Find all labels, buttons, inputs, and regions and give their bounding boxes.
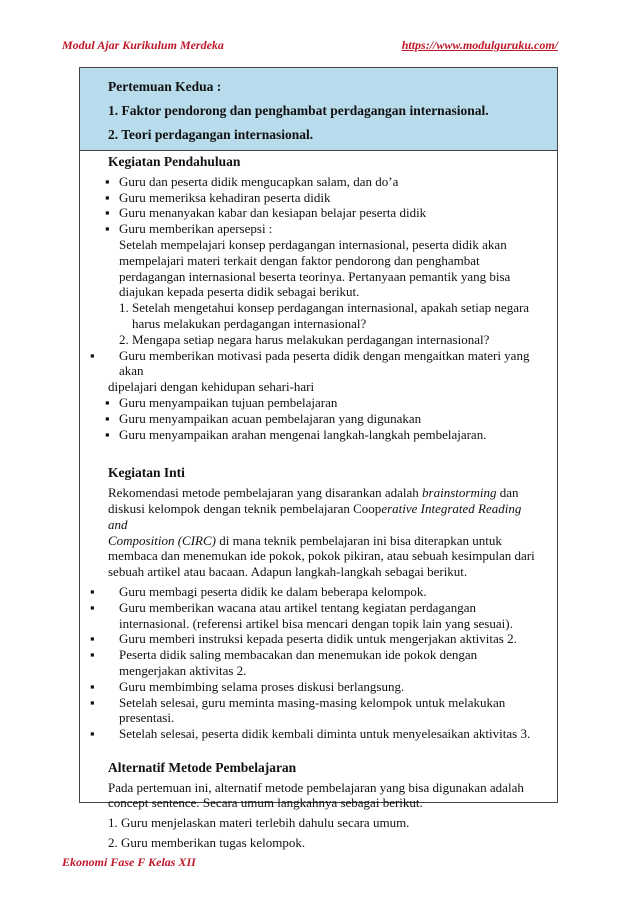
list-item — [90, 348, 543, 395]
list-item: ▪ Guru menanyakan kabar dan kesiapan belajar peserta didik — [108, 205, 543, 221]
meeting-title: Pertemuan Kedua : — [108, 79, 222, 94]
list-item — [90, 584, 543, 600]
text-line: ▪ Guru memberikan wacana atau artikel tentang kegiatan perdagangan — [119, 599, 476, 615]
inti-intro — [108, 485, 543, 580]
text-run: diskusi kelompok dengan teknik pembelajaran Coop — [108, 500, 382, 516]
header-website-link[interactable]: https://www.modulguruku.com/ — [401, 38, 558, 52]
header-module-title: Modul Ajar Kurikulum Merdeka — [62, 38, 224, 52]
pendahuluan-list — [108, 174, 543, 237]
text-line: ▪ Guru memberi instruksi kepada peserta didik untuk mengerjakan aktivitas 2. — [119, 631, 517, 647]
text-run: Rekomendasi metode pembelajaran yang disarankan adalah — [108, 485, 423, 501]
section-title-pendahuluan: Kegiatan Pendahuluan — [108, 154, 241, 169]
text-line: Setelah mempelajari konsep perdagangan internasional, peserta didik akan — [119, 236, 507, 252]
text-line: dipelajari dengan kehidupan sehari-hari — [108, 379, 315, 395]
list-item — [90, 600, 543, 632]
text-run-italic: Composition (CIRC) — [108, 532, 216, 548]
step-1: 1. Guru menjelaskan materi terlebih dahulu secara umum. — [108, 815, 410, 831]
list-item: ▪ Guru dan peserta didik mengucapkan salam, dan do’a — [108, 174, 543, 190]
text-line: diajukan kepada peserta didik sebagai berikut. — [119, 284, 360, 300]
topic-2: 2. Teori perdagangan internasional. — [108, 127, 314, 142]
text-line: presentasi. — [119, 710, 175, 726]
text-line: Pada pertemuan ini, alternatif metode pembelajaran yang bisa digunakan adalah — [108, 779, 524, 795]
text-line: ▪ Peserta didik saling membacakan dan menemukan ide pokok dengan — [119, 647, 478, 663]
list-item — [90, 726, 543, 742]
text-run-italic: brainstorming — [422, 485, 497, 501]
pendahuluan-list-2 — [108, 395, 543, 442]
text-line: ▪ Setelah selesai, peserta didik kembali diminta untuk menyelesaikan aktivitas 3. — [119, 726, 531, 742]
text-line: ▪ Setelah selesai, guru meminta masing-masing kelompok untuk melakukan — [119, 694, 506, 710]
list-item: ▪ Guru memberikan apersepsi : — [108, 221, 543, 237]
question-2: 2. Mengapa setiap negara harus melakukan perdagangan internasional? — [119, 331, 490, 347]
text-line: perdagangan internasional beserta teorinya. Pertanyaan pemantik yang bisa — [119, 268, 511, 284]
topic-1: 1. Faktor pendorong dan penghambat perdagangan internasional. — [108, 103, 489, 118]
list-item — [90, 647, 543, 679]
question-1-cont: harus melakukan perdagangan internasional? — [132, 315, 367, 331]
list-item — [90, 631, 543, 647]
text-line: mempelajari materi terkait dengan faktor pendorong dan penghambat — [119, 252, 480, 268]
text-line: ▪ Guru memberikan motivasi pada peserta didik dengan mengaitkan materi yang akan — [119, 347, 530, 379]
text-run: di mana teknik pembelajaran ini bisa diterapkan untuk — [215, 532, 502, 548]
meeting-header — [80, 68, 557, 151]
apersepsi-text — [108, 237, 543, 300]
lesson-table — [79, 67, 558, 851]
section-title-alternatif: Alternatif Metode Pembelajaran — [108, 759, 297, 775]
inti-steps — [108, 584, 543, 742]
text-line: internasional. (referensi artikel bisa mencari dengan topik lain yang sesuai). — [119, 615, 513, 631]
motivasi-list — [108, 348, 543, 395]
text-line: mengerjakan aktivitas 2. — [119, 662, 247, 678]
list-item: ▪ Guru menyampaikan tujuan pembelajaran — [108, 395, 543, 411]
text-run-italic: erative Integrated Reading and — [108, 500, 522, 532]
text-line: ▪ Guru membimbing selama proses diskusi berlangsung. — [119, 678, 405, 694]
list-item: ▪ Guru menyampaikan acuan pembelajaran yang digunakan — [108, 411, 543, 427]
list-item — [90, 695, 543, 727]
list-item: ▪ Guru menyampaikan arahan mengenai langkah-langkah pembelajaran. — [108, 427, 543, 443]
step-2: 2. Guru memberikan tugas kelompok. — [108, 835, 306, 851]
text-line: sebuah artikel atau bacaan. Adapun langkah-langkah sebagai berikut. — [108, 564, 468, 580]
footer-subject: Ekonomi Fase F Kelas XII — [62, 855, 196, 869]
question-1: 1. Setelah mengetahui konsep perdagangan internasional, apakah setiap negara — [119, 300, 530, 316]
text-run: dan — [496, 485, 519, 501]
section-title-inti: Kegiatan Inti — [108, 465, 185, 481]
text-line: ▪ Guru membagi peserta didik ke dalam beberapa kelompok. — [119, 583, 427, 599]
list-item: ▪ Guru memeriksa kehadiran peserta didik — [108, 190, 543, 206]
text-line: concept sentence. Secara umum langkahnya sebagai berikut. — [108, 795, 423, 811]
text-line: membaca dan menemukan ide pokok, pokok pikiran, atau sebuah kesimpulan dari — [108, 548, 535, 564]
list-item — [90, 679, 543, 695]
lesson-body — [80, 151, 557, 851]
